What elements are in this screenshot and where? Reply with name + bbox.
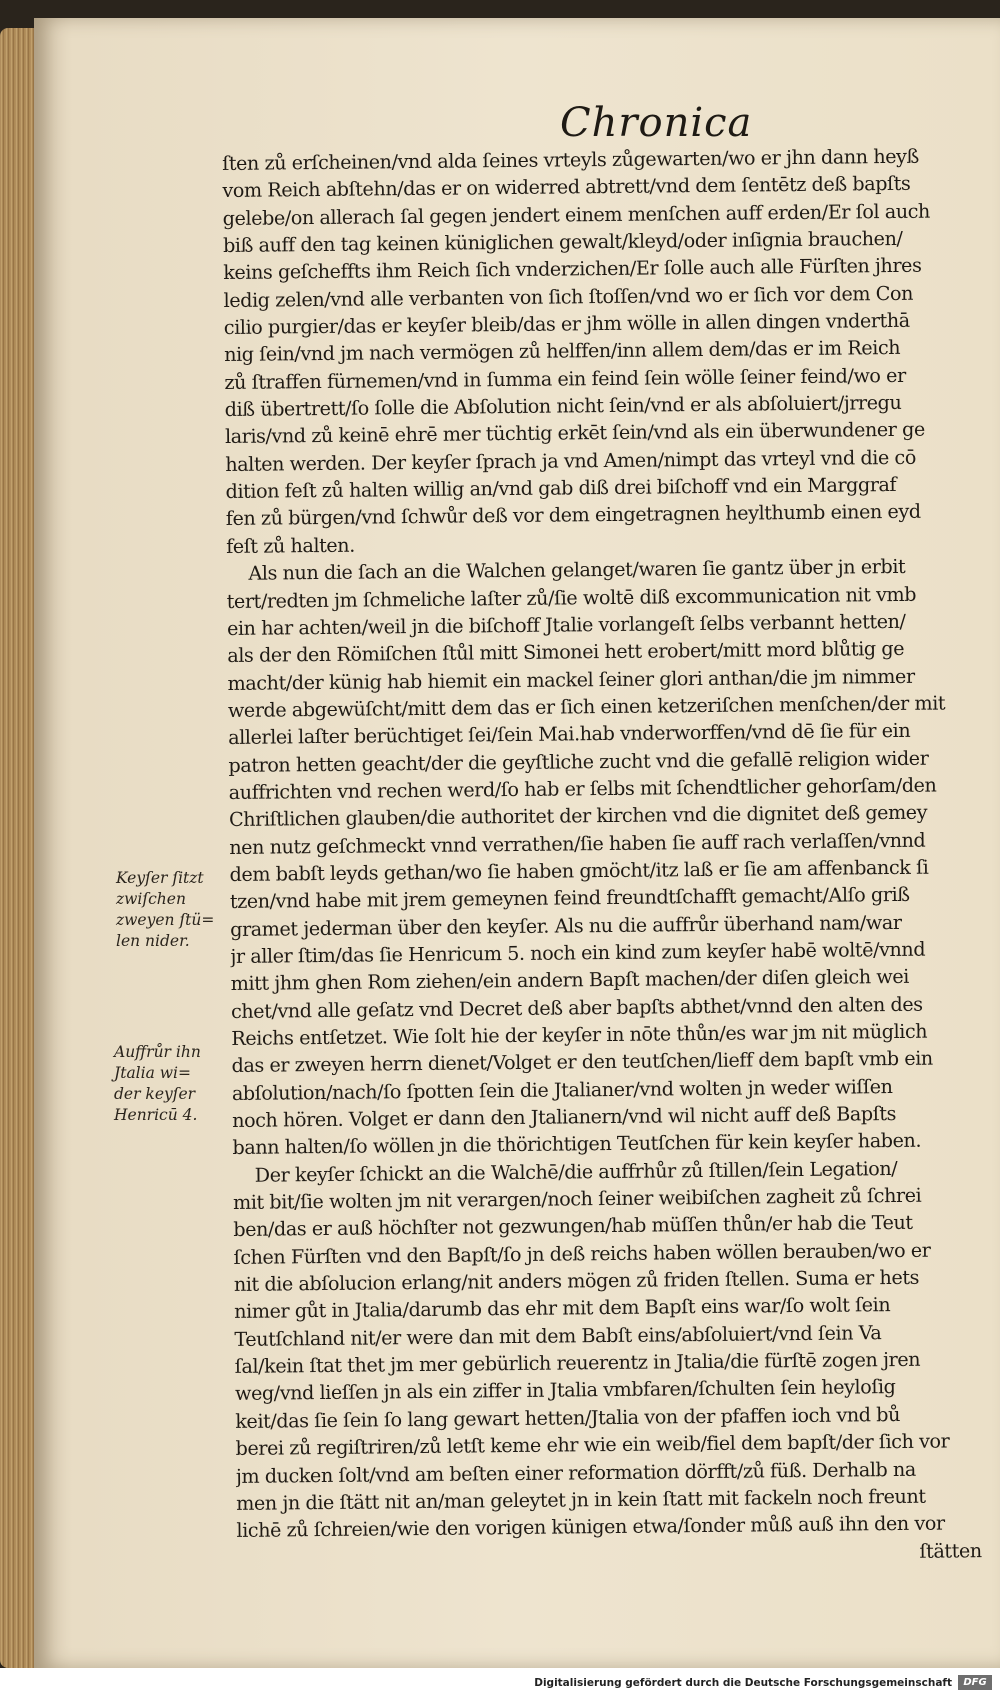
footer-credit: Digitalisierung gefördert durch die Deutsche Forschungsgemeinschaft: [534, 1677, 952, 1689]
text-line: fen zů bürgen/vnd ſchwůr deß vor dem eingetragnen heylthumb einen eyd: [225, 500, 921, 531]
text-line: ben/das er auß höchſter not gezwungen/hab müſſen thůn/er hab die Teut: [233, 1211, 913, 1242]
text-line: allerlei laſter berüchtiget ſei/ſein Mai.hab vnderworffen/vnd dē ſie für ein: [228, 719, 911, 750]
text-line: keit/das ſie ſein ſo lang gewart hetten/Jtalia von der pfaffen ioch vnd bů: [235, 1402, 901, 1433]
text-line: als der den Römiſchen ſtůl mitt Simonei hett erobert/mitt mord blůtig ge: [227, 637, 905, 668]
text-line: jm ducken ſolt/vnd am beſten einer reformation dörfft/zů füß. Derhalb na: [235, 1457, 916, 1488]
text-line: ſchen Fürſten vnd den Bapſt/ſo jn deß reichs haben wöllen berauben/wo er: [233, 1238, 931, 1269]
text-line: nig ſein/vnd jm nach vermögen zů helffen/inn allem dem/das er im Reich: [224, 336, 901, 367]
text-line: lichē zů ſchreien/wie den vorigen künigen etwa/ſonder můß auß ihn den vor: [236, 1511, 945, 1543]
text-line: Als nun die ſach an die Walchen gelanget/waren ſie gantz über jn erbit: [248, 555, 906, 585]
text-line: nimer gůt in Jtalia/darumb das ehr mit dem Bapſt eins war/ſo wolt ſein: [234, 1293, 891, 1324]
margin-note-line: Henricū 4.: [114, 1106, 198, 1124]
text-line: Teutſchland nit/er were dan mit dem Babſt eins/abſoluiert/vnd ſein Va: [234, 1320, 882, 1351]
text-line: vom Reich abſtehn/das er on widerred abtrett/vnd dem ſentētz deß bapſts: [222, 172, 911, 203]
text-line: zů ſtraffen fürnemen/vnd in ſumma ein feind ſein wölle ſeiner feind/wo er: [224, 363, 906, 394]
text-line: ein har achten/weil jn die biſchoff Jtalie vorlangeſt ſelbs verbannt hetten/: [226, 609, 906, 640]
text-line: ſal/kein ſtat thet jm mer gebürlich reuerentz in Jtalia/die fürſtē zogen jren: [234, 1347, 921, 1379]
running-header: Chronica: [560, 100, 753, 146]
text-line: macht/der künig hab hiemit ein mackel ſeiner glori anthan/die jm nimmer: [227, 664, 915, 695]
text-line: ſtätten: [919, 1538, 982, 1563]
text-line: dem babſt leyds gethan/wo ſie haben gmöcht/itz laß er ſie am affenbanck ſi: [229, 855, 929, 886]
text-line: keins geſcheffts ihm Reich ſich vnderzichen/Er ſolle auch alle Fürſten jhres: [223, 254, 922, 285]
text-line: gramet jederman über den keyſer. Als nu die auffrůr überhand nam/war: [230, 910, 902, 941]
margin-note-line: zweyen ſtü=: [116, 911, 215, 929]
text-line: berei zů regiſtriren/zů letſt keme ehr wie ein weib/fiel dem bapſt/der ſich vor: [235, 1429, 950, 1461]
margin-note-line: der keyſer: [114, 1085, 196, 1103]
text-line: das er zweyen herrn dienet/Volget er den teutſchen/lieff dem bapſt vmb ein: [231, 1046, 933, 1078]
text-line: mitt jhm ghen Rom ziehen/ein andern Bapſt machen/der diſen gleich wei: [230, 965, 910, 996]
text-line: tert/redten jm ſchmeliche laſter zů/ſie woltē diß excommunication nit vmb: [226, 582, 917, 613]
margin-note-line: Jtalia wi=: [114, 1064, 191, 1082]
text-line: chet/vnd alle geſatz vnd Decret deß aber bapſts abthet/vnnd den alten des: [230, 992, 923, 1023]
text-line: ledig zelen/vnd alle verbanten von ſich ſtoſſen/vnd wo er ſich vor dem Con: [223, 281, 914, 312]
text-line: laris/vnd zů keinē ehrē mer tüchtig erkēt ſein/vnd als ein überwundener ge: [224, 418, 925, 449]
text-line: noch hören. Volget er dann den Jtalianern/vnd wil nicht auff deß Bapſts: [232, 1102, 897, 1132]
margin-note-line: zwiſchen: [116, 890, 186, 908]
text-line: werde abgewüſcht/mitt dem das er ſich einen ketzeriſchen menſchen/der mit: [227, 691, 946, 722]
text-line: tzen/vnd habe mit jrem gemeynen feind freundtſchafft gemacht/Alſo griß: [229, 883, 910, 914]
text-line: nen nutz geſchmeckt vnnd verrathen/ſie haben ſie auff rach verlaſſen/vnnd: [229, 828, 926, 859]
text-line: halten werden. Der keyſer ſprach ja vnd Amen/nimpt das vrteyl vnd die cō: [225, 445, 916, 476]
margin-note-line: len nider.: [116, 932, 190, 950]
text-line: Der keyſer ſchickt an die Walchē/die auffrhůr zů ſtillen/ſein Legation/: [254, 1156, 898, 1187]
text-line: biß auff den tag keinen küniglichen gewalt/kleyd/oder inſignia brauchen/: [222, 226, 903, 258]
text-line: feſt zů halten.: [226, 533, 355, 558]
margin-note-line: Auffrůr ihn: [114, 1043, 201, 1061]
text-line: patron hetten geacht/der die geyſtliche zucht vnd die gefallē religion wider: [228, 746, 929, 777]
text-line: abſolution/nach/ſo ſpotten ſein die Jtalianer/vnd wolten jn weder wiſſen: [231, 1074, 893, 1105]
text-line: cilio purgier/das er keyſer bleib/das er jhm wölle in allen dingen vnderthā: [223, 308, 910, 340]
text-line: Chriſtlichen glauben/die authoritet der kirchen vnd die dignitet deß gemey: [228, 800, 928, 832]
text-line: nit die abſolucion erlang/nit anders mögen zů friden ſtellen. Suma er hets: [233, 1265, 920, 1297]
text-line: ſten zů erſcheinen/vnd alda ſeines vrteyls zůgewarten/wo er jhn dann heyß: [222, 144, 919, 175]
main-text-block: [222, 142, 982, 1570]
dfg-logo: DFG: [958, 1675, 992, 1690]
text-line: diß übertrett/ſo ſolle die Abſolution nicht ſein/vnd er als abſoluiert/jrregu: [224, 390, 902, 422]
margin-note-2: [114, 1042, 234, 1126]
margin-note-1: [116, 868, 236, 952]
text-line: bann halten/ſo wöllen jn die thörichtigen Teutſchen für kein keyſer haben.: [232, 1129, 922, 1160]
text-line: auffrichten vnd rechen werd/ſo hab er ſelbs mit ſchendtlicher gehorſam/den: [228, 773, 937, 804]
text-line: weg/vnd lieſſen jn als ein ziffer in Jtalia vmbfaren/ſchulten ſein heyloſig: [234, 1375, 896, 1406]
margin-note-line: Keyſer ſitzt: [116, 869, 204, 887]
text-line: mit bit/ſie wolten jm nit verargen/noch ſeiner weibiſchen zagheit zů ſchrei: [232, 1183, 922, 1215]
text-line: jr aller ſtim/das ſie Henricum 5. noch ein kind zum keyſer habē woltē/vnnd: [230, 937, 926, 968]
text-line: dition feſt zů halten willig an/vnd gab diß drei biſchoff vnd ein Marggraf: [225, 473, 897, 504]
text-line: men jn die ſtätt nit an/man geleytet jn in kein ſtatt mit fackeln noch freunt: [236, 1484, 926, 1515]
text-line: Reichs entſetzet. Wie ſolt hie der keyſer in nōte thůn/es war jm nit müglich: [231, 1019, 928, 1050]
text-line: gelebe/on allerach ſal gegen jendert einem menſchen auff erden/Er ſol auch: [222, 199, 930, 230]
